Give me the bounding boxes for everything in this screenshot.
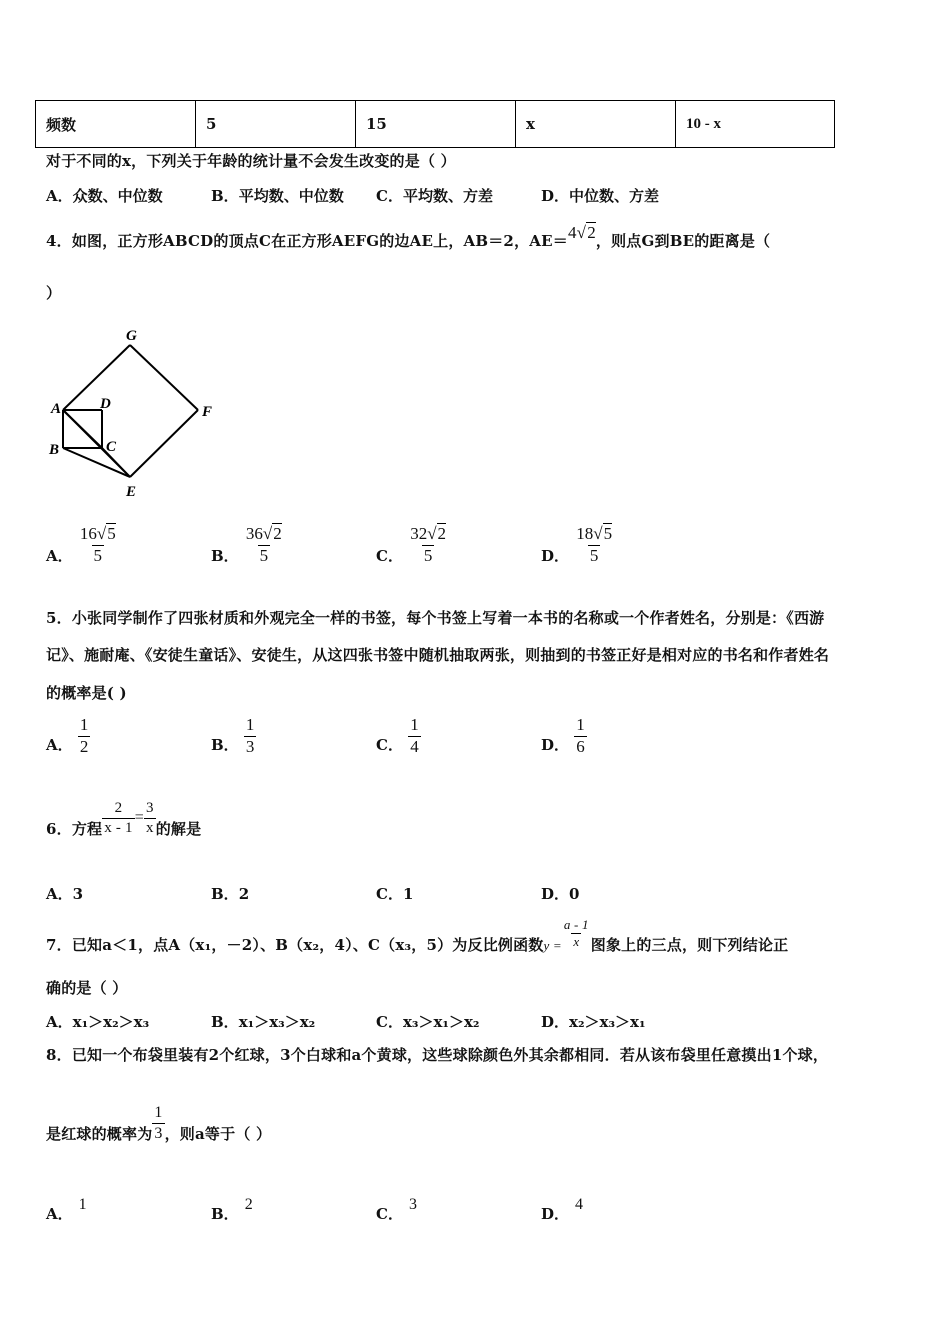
table-cell: x: [516, 101, 676, 148]
q6-option-d: D．0: [541, 885, 580, 903]
q4-option-c: C． $\frac{32√2}{5}$: [376, 524, 447, 566]
q4-stem: 4．如图，正方形ABCD的顶点C在正方形AEFG的边AE上，AB＝2，AE＝4√2，则点G到BE的距离是（: [46, 223, 771, 250]
q7-stem-end: 确的是（ ）: [46, 979, 128, 997]
q4-label-d: D: [100, 396, 111, 412]
q5-option-a: A． $\frac{1}{2}$: [46, 715, 89, 756]
q8-option-b: B．2: [211, 1196, 253, 1223]
q6-option-c: C．1: [376, 885, 414, 903]
q7-option-d: D．x₂＞x₃＞x₁: [541, 1013, 646, 1031]
q4-option-b: B． $\frac{36√2}{5}$: [211, 524, 282, 566]
q6-lhs-fraction: $\frac{2}{x - 1}$: [104, 800, 133, 836]
q3-option-b: B．平均数、中位数: [211, 187, 344, 205]
q4-label-c: C: [106, 439, 117, 455]
q7-option-a: A．x₁＞x₂＞x₃: [46, 1013, 150, 1031]
q8-option-d: D．4: [541, 1196, 584, 1223]
q3-option-a: A．众数、中位数: [46, 187, 163, 205]
q7-function-fraction: $\frac{a - 1}{x}$: [563, 917, 589, 950]
q4-label-b: B: [49, 442, 60, 458]
table-row-label: 频数: [36, 101, 196, 148]
q8-line-2: 是红球的概率为 $\frac{1}{3}$ ，则a等于（ ）: [46, 1104, 272, 1144]
q4-geometry-figure: [40, 320, 230, 505]
q4-stem-end: ）: [46, 284, 62, 302]
q7-stem: 7．已知a＜1，点A（x₁，－2）、B（x₂，4）、C（x₃，5）为反比例函数y = $\frac{a - 1}{x}$ 图象上的三点，则下列结论正: [46, 917, 789, 954]
frequency-table: [35, 100, 835, 148]
q3-stem: 对于不同的x，下列关于年龄的统计量不会发生改变的是（ ）: [46, 152, 456, 170]
q7-option-b: B．x₁＞x₃＞x₂: [211, 1013, 316, 1031]
q5-line-2: 记》、施耐庵、《安徒生童话》、安徒生，从这四张书签中随机抽取两张，则抽到的书签正好是相对应的书名和作者姓名: [46, 646, 830, 664]
q8-probability-fraction: $\frac{1}{3}$: [154, 1104, 163, 1142]
table-cell: 5: [196, 101, 356, 148]
q5-option-c: C． $\frac{1}{4}$: [376, 715, 419, 756]
q8-option-a: A．1: [46, 1196, 87, 1223]
q4-option-d: D． $\frac{18√5}{5}$: [541, 524, 613, 566]
q6-stem: 6．方程 $\frac{2}{x - 1}$ = $\frac{3}{x}$ 的解是: [46, 800, 202, 838]
q4-label-e: E: [126, 484, 137, 500]
q5-option-b: B． $\frac{1}{3}$: [211, 715, 255, 756]
q5-line-1: 5．小张同学制作了四张材质和外观完全一样的书签，每个书签上写着一本书的名称或一个作者姓名，分别是：《西游: [46, 609, 825, 627]
table-cell: 15: [356, 101, 516, 148]
q4-label-f: F: [202, 404, 213, 420]
q6-option-a: A．3: [46, 885, 84, 903]
q3-option-d: D．中位数、方差: [541, 187, 660, 205]
q6-rhs-fraction: $\frac{3}{x}$: [145, 800, 154, 836]
table-cell: 10 - x: [676, 101, 835, 148]
q7-option-c: C．x₃＞x₁＞x₂: [376, 1013, 480, 1031]
q5-option-d: D． $\frac{1}{6}$: [541, 715, 585, 756]
q3-option-c: C．平均数、方差: [376, 187, 493, 205]
q8-option-c: C．3: [376, 1196, 417, 1223]
q5-line-3: 的概率是( ): [46, 684, 127, 702]
q8-line-1: 8．已知一个布袋里装有2个红球，3个白球和a个黄球，这些球除颜色外其余都相同．若从该布袋里任意摸出1个球，: [46, 1046, 829, 1064]
q4-ae-value: 4√2: [567, 223, 596, 242]
q4-label-g: G: [126, 328, 137, 344]
q4-option-a: A． $\frac{16√5}{5}$: [46, 524, 116, 566]
q6-option-b: B．2: [211, 885, 250, 903]
q4-label-a: A: [51, 401, 62, 417]
table-row: [36, 101, 835, 148]
